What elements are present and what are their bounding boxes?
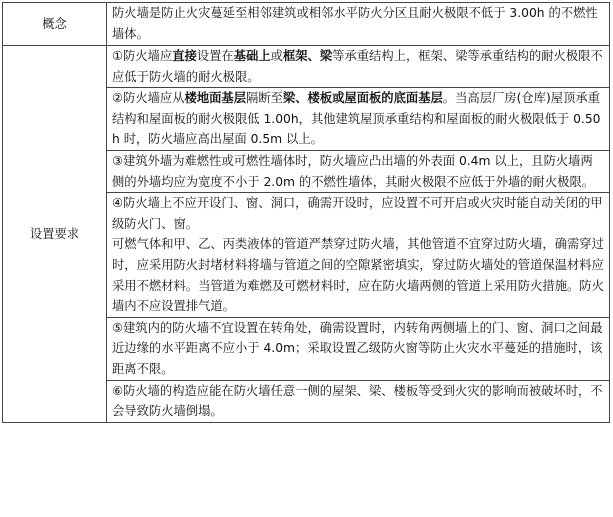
requirement-item-5: ⑤建筑内的防火墙不宜设置在转角处，确需设置时，内转角两侧墙上的门、窗、洞口之间最近边缘的水平距离不应小于 4.0m；采取设置乙级防火窗等防止火灾水平蔓延的措施时，该距离不限。	[107, 317, 610, 380]
item4-paragraph-2: 可燃气体和甲、乙、丙类液体的管道严禁穿过防火墙，其他管道不宜穿过防火墙，确需穿过时，应采用防火封堵材料将墙与管道之间的空隙紧密填实，穿过防火墙处的管道保温材料应采用不燃材料。当管道为难燃及可燃材料时，应在防火墙两侧的管道上采用防火措施。防火墙内不应设置排气道。	[112, 237, 604, 314]
fire-wall-table	[2, 2, 610, 423]
item2-bold-a: 楼地面基层	[184, 91, 247, 106]
item1-text-b: 设置在	[196, 49, 234, 63]
fire-wall-table-page	[2, 2, 611, 513]
requirements-label: 设置要求	[3, 46, 107, 423]
requirement-item-3: ③建筑外墙为难燃性或可燃性墙体时，防火墙应凸出墙的外表面 0.4m 以上，且防火墙两侧的外墙均应为宽度不小于 2.0m 的不燃性墙体，其耐火极限不应低于外墙的耐火极限。	[107, 150, 610, 192]
item4-paragraph-1: ④防火墙上不应开设门、窗、洞口，确需开设时，应设置不可开启或火灾时能自动关闭的甲级防火门、窗。	[112, 196, 603, 231]
item1-text-c: 或	[270, 49, 283, 63]
requirement-item-4	[107, 193, 610, 318]
requirement-item-1	[107, 46, 610, 88]
requirement-item-2	[107, 88, 610, 151]
requirement-item-6: ⑥防火墙的构造应能在防火墙任意一侧的屋架、梁、楼板等受到火灾的影响而被破坏时，不会导致防火墙倒塌。	[107, 380, 610, 422]
concept-label: 概念	[3, 3, 107, 46]
item1-bold-a: 直接	[172, 49, 197, 63]
item2-bold-b: 梁、楼板或屋面板的底面基层	[282, 91, 443, 106]
concept-text: 防火墙是防止火灾蔓延至相邻建筑或相邻水平防火分区且耐火极限不低于 3.00h 的不燃性墙体。	[107, 3, 610, 46]
item1-text-d: 等承重结构上，框架、梁等承重结构的耐火极限不应低于防火墙的耐火极限。	[112, 49, 603, 84]
item1-bold-c: 框架、梁	[282, 49, 333, 63]
item1-text-a: ①防火墙应	[112, 49, 173, 63]
item2-text-b: 隔断至	[246, 91, 283, 106]
item2-text-c: 。当高层厂房(仓库)屋顶承重结构和屋面板的耐火极限低 1.00h，其他建筑屋顶承重结构和屋面板的耐火极限低于 0.50h 时，防火墙应高出屋面 0.5m 以上。	[112, 91, 601, 147]
item1-bold-b: 基础上	[233, 49, 271, 63]
requirement-row-1	[3, 46, 610, 88]
item2-text-a: ②防火墙应从	[112, 91, 185, 106]
concept-row	[3, 3, 610, 46]
